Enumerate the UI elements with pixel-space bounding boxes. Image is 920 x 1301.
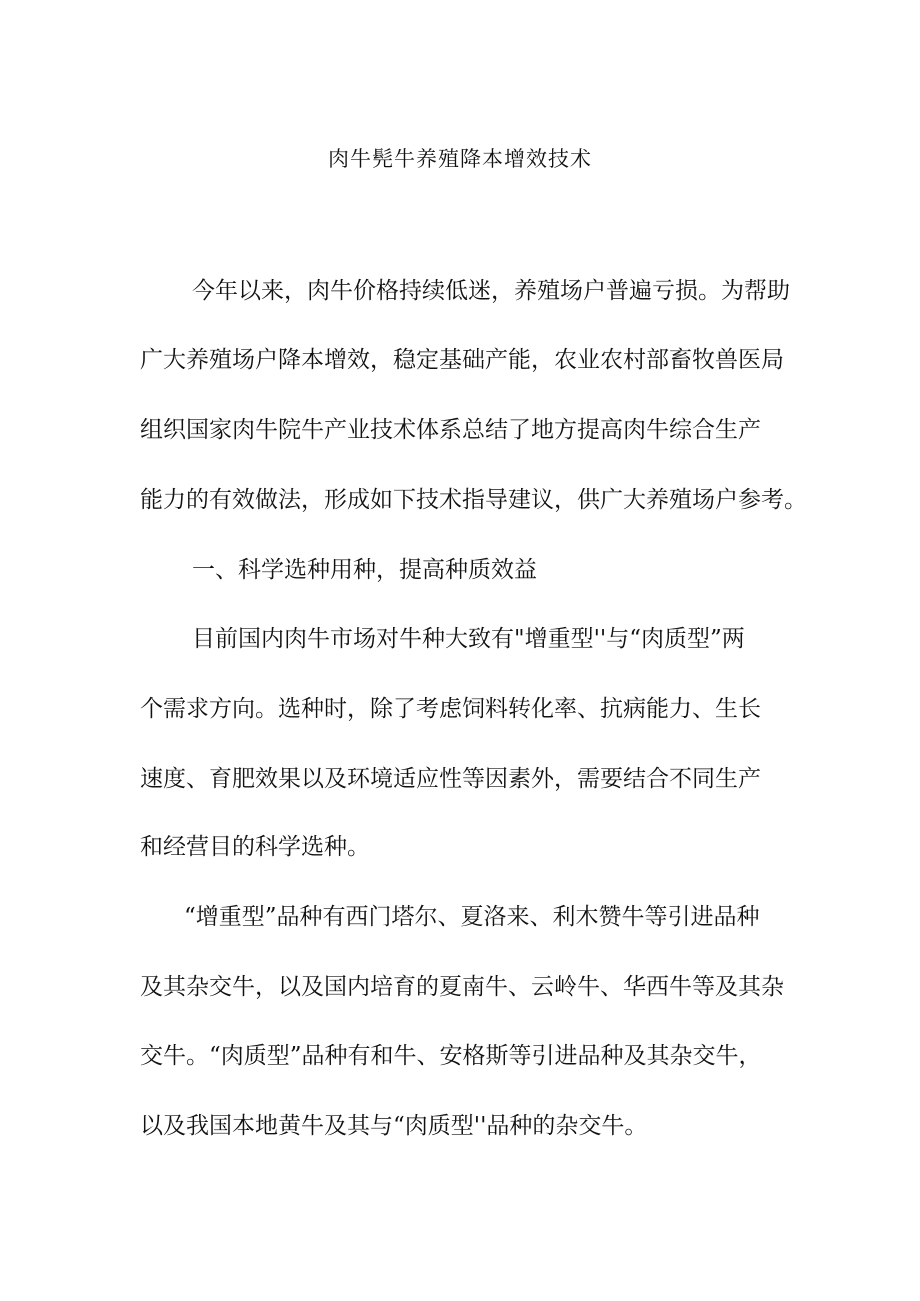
paragraph-line: 广大养殖场户降本增效，稳定基础产能，农业农村部畜牧兽医局: [140, 347, 784, 373]
paragraph-line: 能力的有效做法，形成如下技术指导建议，供广大养殖场户参考。: [140, 487, 807, 513]
paragraph-line: 组织国家肉牛院牛产业技术体系总结了地方提高肉牛综合生产: [140, 417, 761, 443]
paragraph-line: 目前国内肉牛市场对牛种大致有"增重型''与“肉质型”两: [192, 626, 745, 652]
paragraph-line: 速度、育肥效果以及环境适应性等因素外，需要结合不同生产: [140, 766, 761, 792]
paragraph-line: 交牛。“肉质型”品种有和牛、安格斯等引进品种及其杂交牛，: [140, 1043, 762, 1069]
paragraph-line: 个需求方向。选种时，除了考虑饲料转化率、抗病能力、生长: [140, 696, 761, 722]
section-heading: 一、科学选种用种，提高种质效益: [192, 557, 537, 583]
paragraph-line: 今年以来，肉牛价格持续低迷，养殖场户普遍亏损。为帮助: [192, 278, 790, 304]
paragraph-line: “增重型”品种有西门塔尔、夏洛来、利木赞牛等引进品种: [184, 904, 760, 930]
paragraph-line: 及其杂交牛，以及国内培育的夏南牛、云岭牛、华西牛等及其杂: [140, 974, 784, 1000]
paragraph-line: 以及我国本地黄牛及其与“肉质型''品种的杂交牛。: [140, 1113, 648, 1139]
paragraph-line: 和经营目的科学选种。: [140, 834, 370, 860]
document-title: 肉牛髡牛养殖降本增效技术: [328, 147, 592, 171]
